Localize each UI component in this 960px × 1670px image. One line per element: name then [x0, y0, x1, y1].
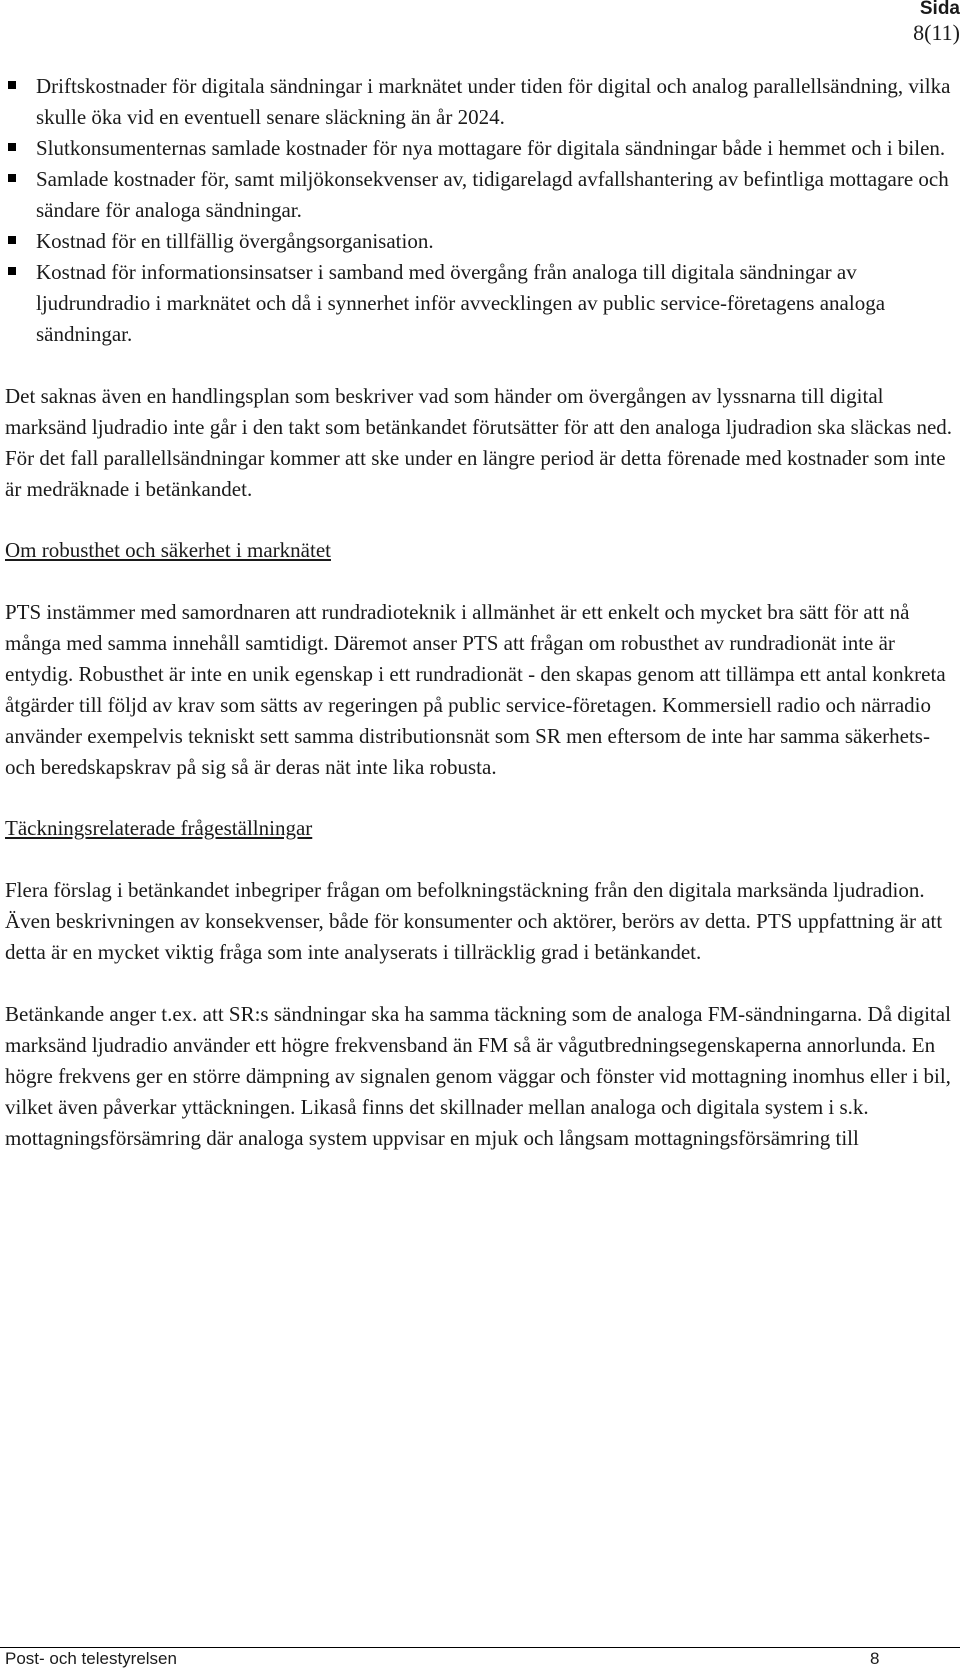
robustness-paragraph: PTS instämmer med samordnaren att rundradioteknik i allmänhet är ett enkelt och mycket bra sätt för att nå många med samma innehåll samtidigt. Däremot anser PTS att frågan om robusthet av rundradionät inte är entydig. Robusthet är inte en unik egenskap i ett rundradionät - den skapas genom att tillämpa ett antal konkreta åtgärder till följd av krav som sätts av regeringen på public service-företagen. Kommersiell radio och närradio använder exempelvis tekniskt sett samma distributionsnät som SR men eftersom de inte har samma säkerhets- och beredskapskrav på sig så är deras nät inte lika robusta. [5, 600, 946, 779]
square-bullet-icon [8, 267, 16, 275]
square-bullet-icon [8, 143, 16, 151]
page-header [913, 0, 960, 45]
list-item [5, 164, 955, 226]
list-item-text: Slutkonsumenternas samlade kostnader för nya mottagare för digitala sändningar både i hemmet och i bilen. [36, 136, 946, 160]
list-item [5, 257, 955, 350]
frequency-paragraph: Betänkande anger t.ex. att SR:s sändningar ska ha samma täckning som de analoga FM-sändningarna. Då digital marksänd ljudradio använder ett högre frekvensband än FM så är vågutbredningsegenskaperna annorlunda. En högre frekvens ger en större dämpning av signalen genom väggar och fönster vid mottagning inomhus eller i bil, vilket även påverkar yttäckningen. Likaså finns det skillnader mellan analoga och digitala system i s.k. mottagningsförsämring där analoga system uppvisar en mjuk och långsam mottagningsförsämring till [5, 1002, 951, 1150]
square-bullet-icon [8, 174, 16, 182]
list-item [5, 133, 955, 164]
list-item-text: Kostnad för informationsinsatser i samband med övergång från analoga till digitala sändningar av ljudrundradio i marknätet och då i synnerhet inför avvecklingen av public service-företagens analoga sändningar. [36, 260, 886, 346]
list-item-text: Driftskostnader för digitala sändningar i marknätet under tiden för digital och analog parallellsändning, vilka skulle öka vid en eventuell senare släckning än år 2024. [36, 74, 951, 129]
list-item [5, 71, 955, 133]
coverage-paragraph: Flera förslag i betänkandet inbegriper frågan om befolkningstäckning från den digitala marksända ljudradion. Även beskrivningen av konsekvenser, både för konsumenter och aktörer, berörs av detta. PTS uppfattning är att detta är en mycket viktig fråga som inte analyserats i tillräcklig grad i betänkandet. [5, 878, 943, 964]
robustness-heading: Om robusthet och säkerhet i marknätet [5, 538, 331, 562]
list-item-text: Samlade kostnader för, samt miljökonsekvenser av, tidigarelagd avfallshantering av befintliga mottagare och sändare för analoga sändningar. [36, 167, 949, 222]
cost-bullet-list [5, 71, 955, 350]
coverage-heading: Täckningsrelaterade frågeställningar [5, 816, 313, 840]
action-plan-paragraph: Det saknas även en handlingsplan som beskriver vad som händer om övergången av lyssnarna till digital marksänd ljudradio inte går i den takt som betänkandet förutsätter för att den analoga ljudradion ska släckas ned. För det fall parallellsändningar kommer att ske under en längre period är detta förenade med kostnader som inte är medräknade i betänkandet. [5, 384, 953, 501]
list-item [5, 226, 955, 257]
square-bullet-icon [8, 236, 16, 244]
list-item-text: Kostnad för en tillfällig övergångsorganisation. [36, 229, 434, 253]
footer-page-number: 8 [870, 1649, 880, 1668]
page-indicator: 8(11) [913, 20, 960, 45]
page-label: Sida [919, 0, 960, 19]
square-bullet-icon [8, 81, 16, 89]
document-body [5, 71, 955, 1154]
footer-organization: Post- och telestyrelsen [5, 1649, 177, 1668]
